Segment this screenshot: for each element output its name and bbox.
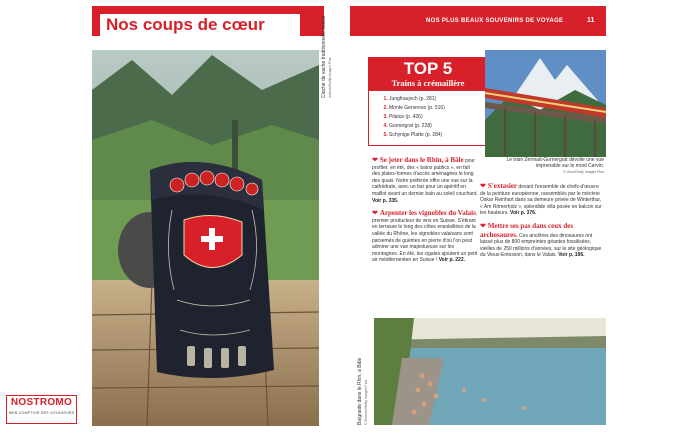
list-item: ❤ Se jeter dans le Rhin, à Bâle pour profiter, en été, des « bains publics », en fait des plates-formes d'accès aménagées le long des quais. Notre préférée offre une vue sur la cathédrale, avec un bar pour un apéritif en maillot avant un dernier bain au soleil couchant. Voir p. 335. [372,156,478,204]
logo-tagline: WEB COMPTOIR DES VOYAGEURS [8,411,75,415]
list-item: 2. Monte Generoso (p. 516) [389,104,487,113]
text-column-right [480,182,604,264]
rhine-illustration [374,318,606,425]
page-reference: Voir p. 376. [510,210,537,217]
list-item: 4. Gornergrat (p. 228) [389,122,487,131]
right-header-band [350,6,606,36]
list-item: 3. Pilatus (p. 426) [389,113,487,122]
train-photo [485,50,606,157]
right-page [350,0,700,433]
list-item: 1. Jungfraujoch (p. 281) [389,95,487,104]
list-item: ❤ S'extasier devant l'ensemble de chefs-d'œuvre de la peinture européenne, rassemblés par le mécène Oskar Reinhart dans sa demeure privée de Winterthur, « Am Römerholz », splendide villa posée en balcon sur les hauteurs. Voir p. 376. [480,182,602,217]
page-reference: Voir p. 335. [372,197,399,204]
heart-icon: ❤ [480,183,486,190]
heart-icon: ❤ [480,222,486,230]
heart-icon: ❤ [372,210,378,218]
top5-subtitle: Trains à crémaillère [391,78,465,88]
page-number: 11 [587,17,595,24]
list-item: ❤ Arpenter les vignobles du Valais, premier producteur de vins en Suisse. S'étirant en terrasse le long des côtes ensoleillées de la vallée du Rhône, les vignobles valaisans sont parsemés de guérites en pierre d'où l'on peut admirer une vue majestueuse sur les montagnes. En été, les cigales ajoutent un petit air méditerranéen en Suisse ! Voir p. 222. [372,209,478,264]
list-item: 5. Schynige Platte (p. 284) [389,131,487,140]
rhine-photo [374,318,606,425]
page-reference: Voir p. 196. [558,252,585,259]
cowbell-illustration [92,50,319,426]
left-header-band [92,6,324,36]
top5-box [368,57,488,146]
photo-credit: mikeuk/Getty Images Plus [328,57,332,98]
photo-credit: © Gord/Getty Images Plus [563,170,604,174]
page-reference: Voir p. 222. [438,257,466,264]
top5-header [369,58,487,91]
photo-credit: © Robson/Getty Images Plus [364,379,368,425]
cowbell-photo [92,50,319,426]
cowbell-photo-caption: Cloche de vache traditionnelle suisse mikeuk/Getty Images Plus [321,15,332,98]
train-illustration [485,50,606,157]
top5-list [369,95,487,140]
running-header: NOS PLUS BEAUX SOUVENIRS DE VOYAGE [426,18,564,24]
nostromo-logo [6,395,77,424]
heart-icon: ❤ [372,157,378,164]
page-title: Nos coups de cœur [100,14,300,36]
train-photo-caption: Le train Zermatt-Gornergrat dévoile une vue imprenable sur le mont Cervin. © Gord/Getty Images Plus [486,157,604,175]
top5-label: TOP 5 [403,59,453,78]
left-page [0,0,340,433]
text-column-left [372,156,479,269]
rhine-photo-caption: Baignade dans le Rhin, à Bâle © Robson/Getty Images Plus [357,357,368,425]
logo-name: NOSTROMO [10,397,73,408]
list-item: ❤ Mettre ses pas dans ceux des archosaures. Ces ancêtres des dinosaures ont laissé plus de 800 empreintes géantes fossilisées, vieilles de 250 millions d'années, sur le site géologique du Vieux-Emosson, dans le Valais. Voir p. 196. [480,221,602,259]
